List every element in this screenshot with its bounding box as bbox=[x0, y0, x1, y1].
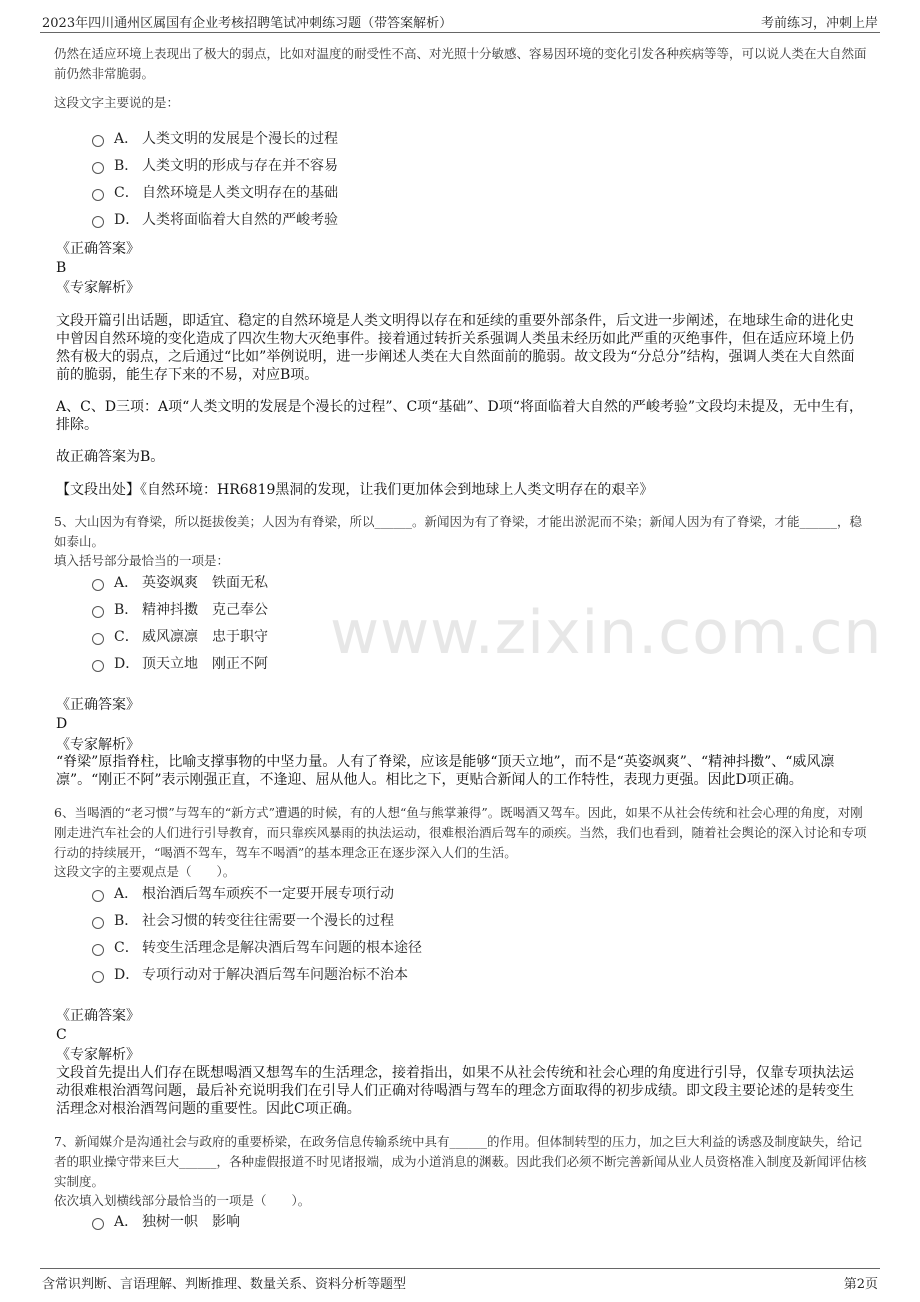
q5-option-c[interactable]: C． 威风凛凛 忠于职守 bbox=[92, 627, 268, 647]
radio-icon[interactable] bbox=[92, 162, 104, 174]
q5-analysis: “脊梁”原指脊柱，比喻支撑事物的中坚力量。人有了脊梁，应该是能够“顶天立地”，而不是“英姿飒爽”、“精神抖擞”、“威风凛凛”。“刚正不阿”表示刚强正直，不逢迎、屈从他人。相比之下，更贴合新闻人的工作特性，表现力更强。因此D项正确。 bbox=[56, 754, 835, 788]
q5-option-d[interactable]: D． 顶天立地 刚正不阿 bbox=[92, 654, 268, 674]
q4-option-a[interactable]: A． 人类文明的发展是个漫长的过程 bbox=[92, 129, 338, 149]
q4-option-c[interactable]: C． 自然环境是人类文明存在的基础 bbox=[92, 183, 338, 203]
q6-question: 这段文字的主要观点是（ ）。 bbox=[54, 864, 236, 879]
watermark: www.zixin.com.cn bbox=[330, 598, 883, 668]
q4-option-b[interactable]: B． 人类文明的形成与存在并不容易 bbox=[92, 156, 338, 176]
q5-answer: D bbox=[56, 716, 68, 732]
q4-analysis-para-2: A、C、D三项：A项“人类文明的发展是个漫长的过程”、C项“基础”、D项“将面临着大自然的严峻考验”文段均未提及，无中生有，排除。 bbox=[56, 399, 864, 433]
header-slogan: 考前练习，冲刺上岸 bbox=[760, 16, 878, 31]
q4-analysis-para-3: 故正确答案为B。 bbox=[56, 449, 165, 465]
radio-icon[interactable] bbox=[92, 579, 104, 591]
q4-answer: B bbox=[56, 260, 67, 276]
q4-analysis-para-1: 文段开篇引出话题，即适宜、稳定的自然环境是人类文明得以存在和延续的重要外部条件，后文进一步阐述，在地球生命的进化史中曾因自然环境的变化造成了四次生物大灭绝事件。接着通过转折关系强调人类虽未经历如此严重的灭绝事件，但在适应环境上仍然有极大的弱点，之后通过“比如”举例说明，进一步阐述人类在大自然面前的脆弱。故文段为“分总分”结构，强调人类在大自然面前的脆弱，能生存下来的不易，对应B项。 bbox=[56, 313, 855, 383]
q6-option-b[interactable]: B． 社会习惯的转变往往需要一个漫长的过程 bbox=[92, 911, 394, 931]
q4-source: 【文段出处】《自然环境：HR6819黑洞的发现，让我们更加体会到地球上人类文明存在的艰辛》 bbox=[56, 482, 654, 498]
radio-icon[interactable] bbox=[92, 917, 104, 929]
q5-answer-heading: 《正确答案》 bbox=[56, 697, 140, 713]
radio-icon[interactable] bbox=[92, 189, 104, 201]
q7-option-a[interactable]: A． 独树一帜 影响 bbox=[92, 1212, 240, 1232]
q5-question: 填入括号部分最恰当的一项是： bbox=[54, 553, 230, 568]
page-footer bbox=[40, 1268, 880, 1291]
q6-answer: C bbox=[56, 1027, 67, 1043]
q6-analysis-heading: 《专家解析》 bbox=[56, 1047, 140, 1063]
radio-icon[interactable] bbox=[92, 944, 104, 956]
header-title: 2023年四川通州区属国有企业考核招聘笔试冲刺练习题（带答案解析） bbox=[42, 16, 453, 31]
radio-icon[interactable] bbox=[92, 660, 104, 672]
q4-analysis-heading: 《专家解析》 bbox=[56, 280, 140, 296]
q6-analysis: 文段首先提出人们存在既想喝酒又想驾车的生活理念，接着指出，如果不从社会传统和社会心理的角度进行引导，仅靠专项执法运动很难根治酒驾问题，最后补充说明我们在引导人们正确对待喝酒与驾车的理念方面取得的初步成绩。即文段主要论述的是转变生活理念对根治酒驾问题的重要性。因此C项正确。 bbox=[56, 1065, 854, 1117]
page-number: 第2页 bbox=[843, 1277, 878, 1292]
q6-option-a[interactable]: A． 根治酒后驾车顽疾不一定要开展专项行动 bbox=[92, 884, 394, 904]
radio-icon[interactable] bbox=[92, 1218, 104, 1230]
radio-icon[interactable] bbox=[92, 606, 104, 618]
radio-icon[interactable] bbox=[92, 216, 104, 228]
q6-option-c[interactable]: C． 转变生活理念是解决酒后驾车问题的根本途径 bbox=[92, 938, 422, 958]
q6-stem: 6、当喝酒的“老习惯”与驾车的“新方式”遭遇的时候，有的人想“鱼与熊掌兼得”。既喝酒又驾车。因此，如果不从社会传统和社会心理的角度，对刚刚走进汽车社会的人们进行引导教育，而只靠疾风暴雨的执法运动，很难根治酒后驾车的顽疾。当然，我们也看到，随着社会舆论的深入讨论和专项行动的持续展开，“喝酒不驾车，驾车不喝酒”的基本理念正在逐步深入人们的生活。 bbox=[54, 805, 867, 860]
q4-option-d[interactable]: D． 人类将面临着大自然的严峻考验 bbox=[92, 210, 338, 230]
q4-answer-heading: 《正确答案》 bbox=[56, 241, 140, 257]
q7-stem: 7、新闻媒介是沟通社会与政府的重要桥梁，在政务信息传输系统中具有______的作用。但体制转型的压力，加之巨大利益的诱惑及制度缺失，给记者的职业操守带来巨大______，各种虚假报道不时见诸报端，成为小道消息的渊薮。因此我们必须不断完善新闻从业人员资格准入制度及新闻评估核实制度。 bbox=[54, 1134, 867, 1189]
footer-note: 含常识判断、言语理解、判断推理、数量关系、资料分析等题型 bbox=[42, 1277, 407, 1292]
q4-question: 这段文字主要说的是： bbox=[54, 95, 180, 110]
radio-icon[interactable] bbox=[92, 971, 104, 983]
q6-option-d[interactable]: D． 专项行动对于解决酒后驾车问题治标不治本 bbox=[92, 965, 408, 985]
q5-option-a[interactable]: A． 英姿飒爽 铁面无私 bbox=[92, 573, 268, 593]
q7-question: 依次填入划横线部分最恰当的一项是（ ）。 bbox=[54, 1193, 311, 1208]
q5-stem: 5、大山因为有脊梁，所以挺拔俊美；人因为有脊梁，所以______。新闻因为有了脊梁，才能出淤泥而不染；新闻人因为有了脊梁，才能______，稳如泰山。 bbox=[54, 514, 862, 549]
radio-icon[interactable] bbox=[92, 890, 104, 902]
q5-analysis-heading: 《专家解析》 bbox=[56, 737, 140, 753]
q6-answer-heading: 《正确答案》 bbox=[56, 1008, 140, 1024]
radio-icon[interactable] bbox=[92, 135, 104, 147]
q4-passage-tail: 仍然在适应环境上表现出了极大的弱点，比如对温度的耐受性不高、对光照十分敏感、容易因环境的变化引发各种疾病等等，可以说人类在大自然面前仍然非常脆弱。 bbox=[54, 46, 867, 81]
q5-option-b[interactable]: B． 精神抖擞 克己奉公 bbox=[92, 600, 268, 620]
radio-icon[interactable] bbox=[92, 633, 104, 645]
page-header bbox=[40, 10, 880, 33]
